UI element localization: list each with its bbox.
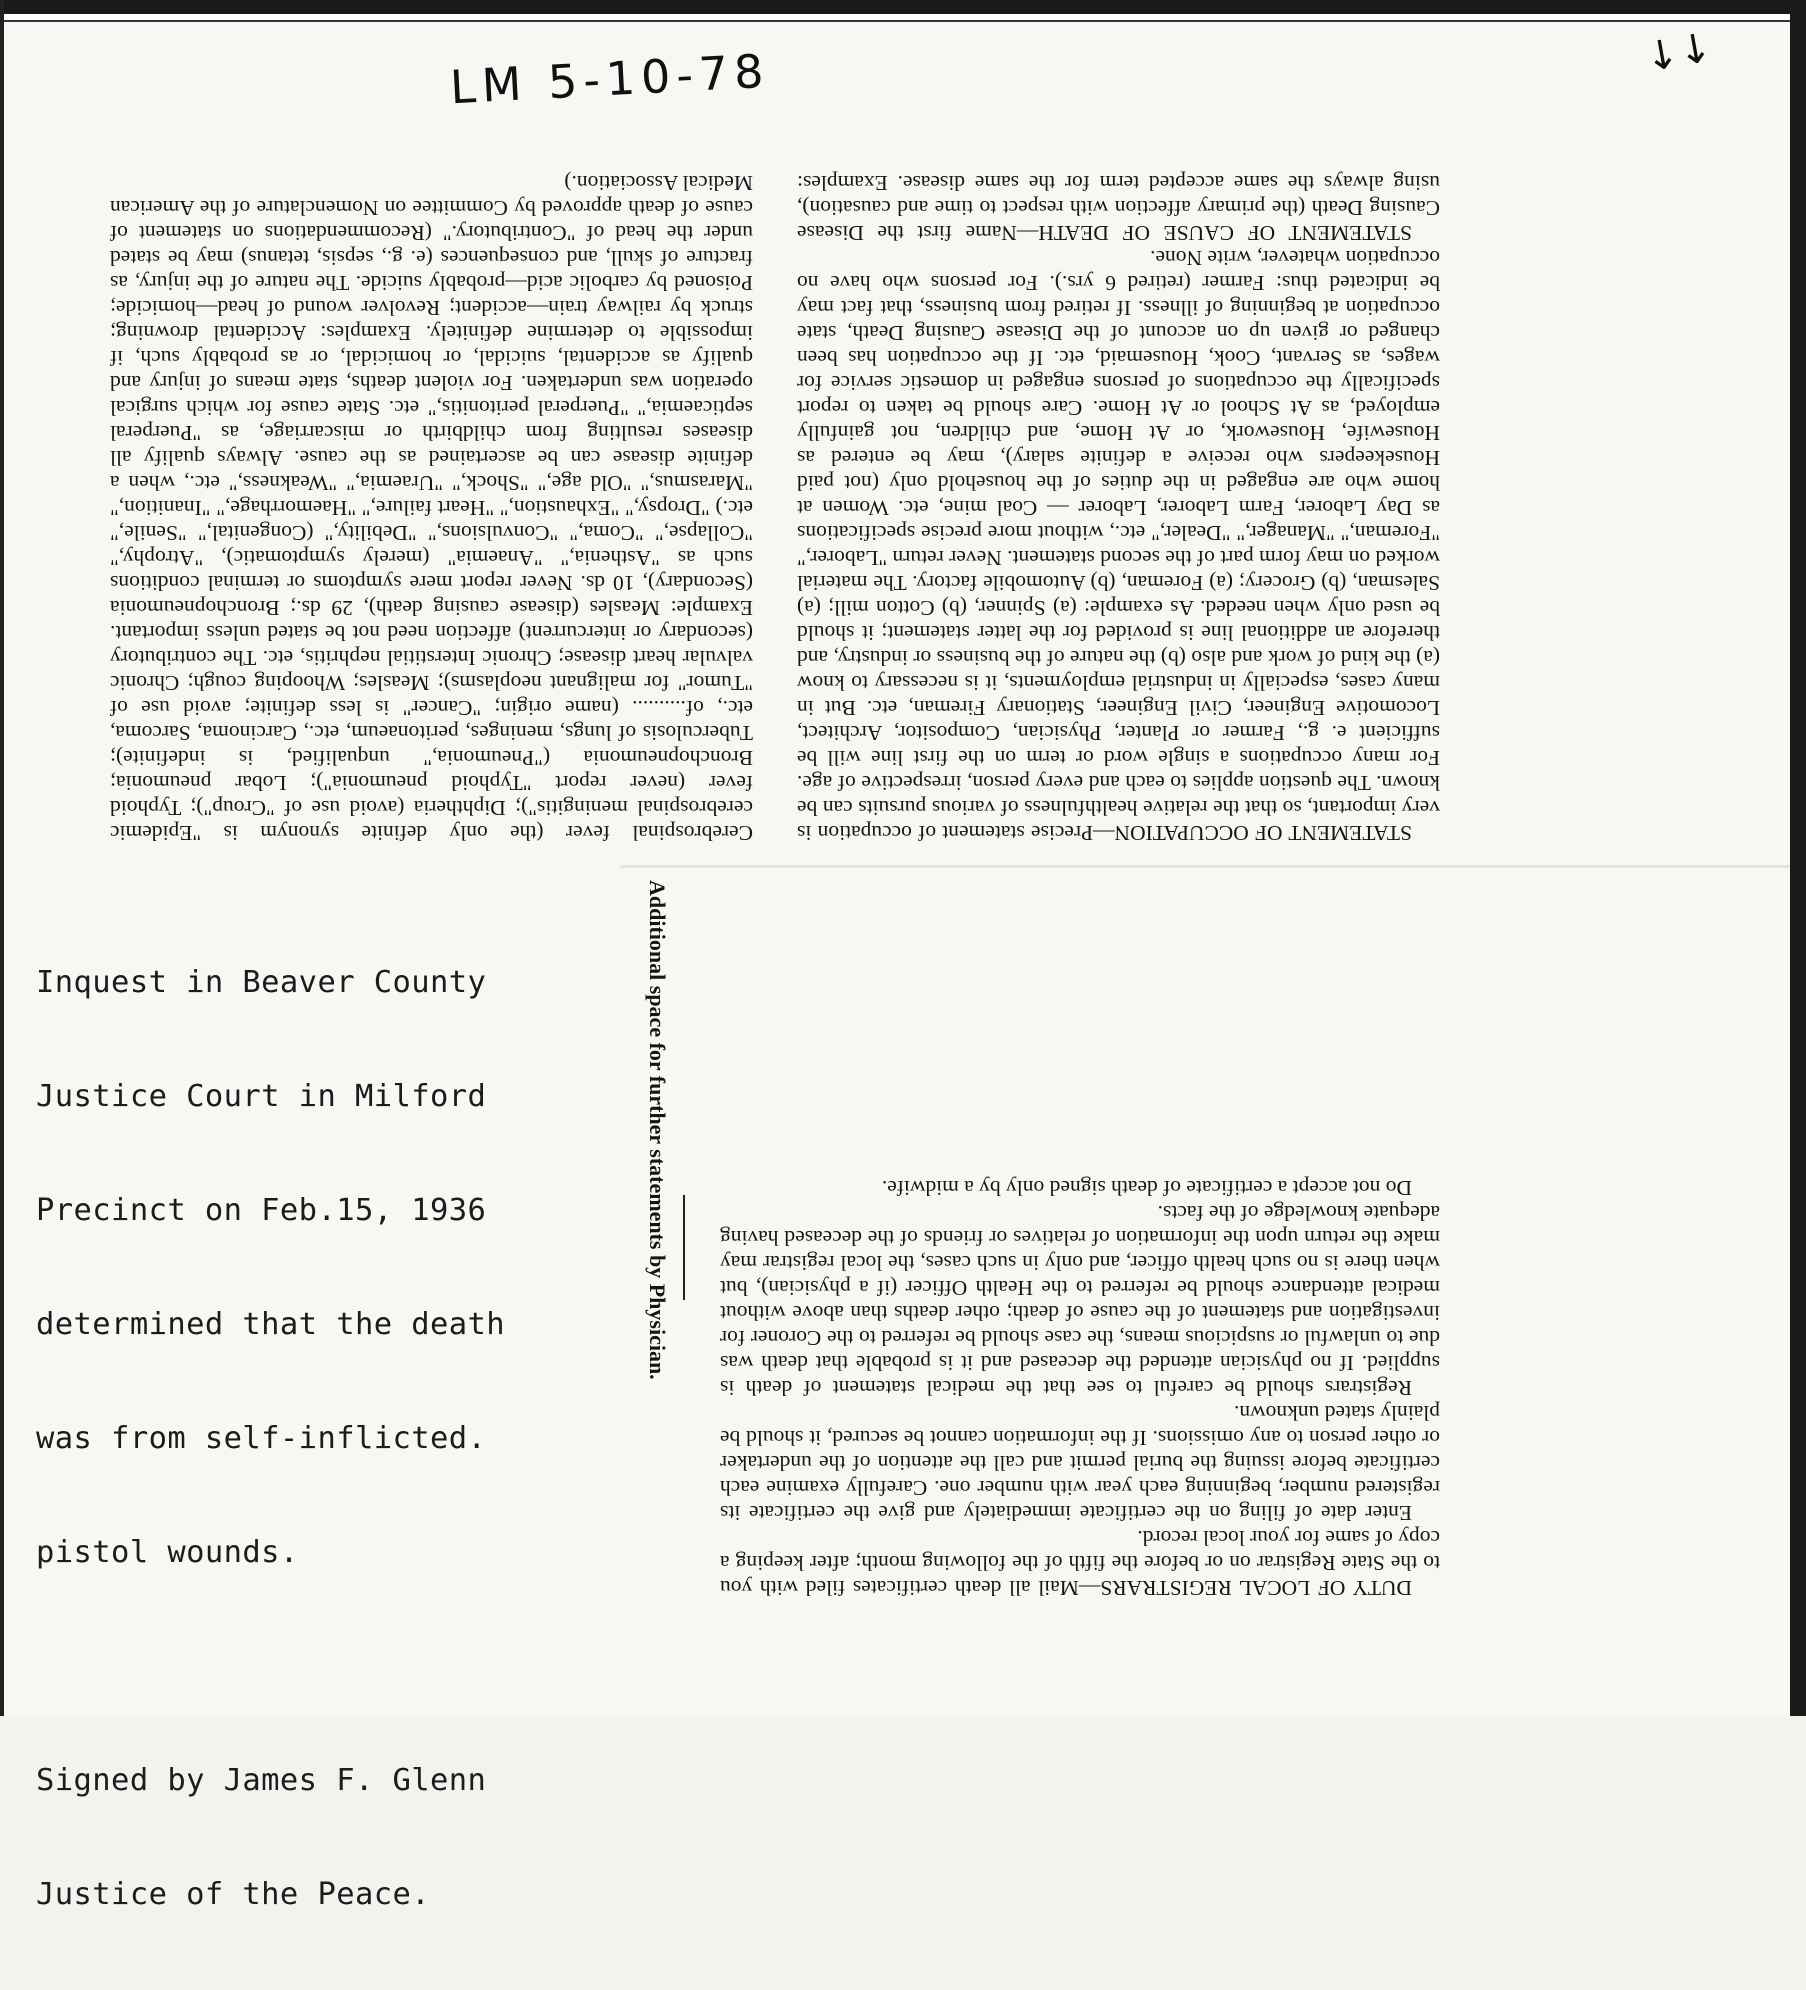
typed-line: Precinct on Feb.15, 1936 [36, 1193, 487, 1228]
typed-line: Inquest in Beaver County [36, 965, 487, 1000]
duty-paragraph-3: Registrars should be careful to see that the medical statement of death is supplied. If no physician attended the deceased and it is probable that death was due to unlawful or suspicious means, the case should be referred to the Coroner for investigation and statement of the cause of death; other deaths than above without medical attendance should be referred to the Health Officer (if a physician), but when there is no such health officer, and only in such cases, the local registrar may make the return upon the information of relatives or friends of the deceased having adequate knowledge of the facts. [720, 1201, 1440, 1400]
additional-space-label: Additional space for further statements by Physician. [645, 880, 670, 1380]
instructions-duty-of-registrars [720, 880, 1440, 1600]
handwritten-note: LM 5-10-78 [448, 43, 771, 115]
typed-line: determined that the death [36, 1307, 506, 1342]
scan-border-top [0, 0, 1806, 14]
additional-space-label-wrap [630, 880, 670, 1600]
duty-paragraph-2: Enter date of filing on the certificate immediately and give the certificate its registered number, beginning each year with number one. Carefully examine each certificate before issuing the burial permit and call the attention of the undertaker or other person to any omissions. If the information cannot be secured, it should be plainly stated unknown. [720, 1401, 1440, 1525]
typed-line: was from self-inflicted. [36, 1421, 487, 1456]
scan-border-top-inner [0, 14, 1806, 22]
fold-shadow [620, 865, 1790, 868]
typed-line: Justice Court in Milford [36, 1079, 487, 1114]
instructions-occupation-and-cause [110, 100, 1440, 845]
scan-border-right [1790, 0, 1806, 1716]
signature-title-line: Justice of the Peace. [36, 1877, 431, 1912]
typed-line: pistol wounds. [36, 1535, 299, 1570]
cause-paragraph: STATEMENT OF CAUSE OF DEATH—Name first the Disease Causing Death (the primary affection with respect to time and causation), using always the same accepted term for the same disease. Examples: Cerebrospinal fever (the only definite synonym is "Epidemic cerebrospinal meningitis"); Diphtheria (avoid use of "Croup"); Typhoid fever (never report "Typhoid pneumonia"); Lobar pneumonia; Bronchopneumonia ("Pneumonia," unqualified, is indefinite); Tuberculosis of lungs, meninges, peritonaeum, etc., Carcinoma, Sarcoma, etc., of.......... (name origin; "Cancer" is less definite; avoid use of "Tumor" for malignant neoplasms); Measles; Whooping cough; Chronic valvular heart disease; Chronic Interstitial nephritis, etc. The contributory (secondary or intercurrent) affection need not be stated unless important. Example: Measles (disease causing death), 29 ds.; Bronchopneumonia (Secondary), 10 ds. Never report mere symptoms or terminal conditions such as "Asthenia," "Anaemia" (merely symptomatic), "Atrophy," "Collapse," "Coma," "Convulsions," "Debility," (Congenital," "Senile," etc.) "Dropsy," "Exhaustion," "Heart failure," "Haemorrhage," "Inanition," "Marasmus," "Old age," "Shock," "Uraemia," "Weakness," etc., when a definite disease can be ascertained as the cause. Always qualify all diseases resulting from childbirth or miscarriage, as "Puerperal septicaemia," "Puerperal peritonitis," etc. State cause for which surgical operation was undertaken. For violent deaths, state means of injury and qualify as accidental, suicidal, or homicidal, or as probably such, if impossible to determine definitely. Examples: Accidental drowning; struck by railway train—accident; Revolver wound of head—homicide; Poisoned by carbolic acid—probably suicide. The nature of the injury, as fracture of skull, and consequences (e. g., sepsis, tetanus) may be stated under the head of "Contributory." (Recommendations on statement of cause of death approved by Committee on Nomenclature of the American Medical Association.) [110, 171, 1440, 845]
duty-paragraph-1: DUTY OF LOCAL REGISTRARS—Mail all death certificates filed with you to the State Registrar on or before the fifth of the following month; after keeping a copy of same for your local record. [720, 1526, 1440, 1600]
divider-line [683, 1195, 685, 1300]
line-gap [36, 1648, 505, 1686]
typewritten-inquest-note [36, 888, 505, 1990]
duty-paragraph-4: Do not accept a certificate of death signed only by a midwife. [881, 1176, 1412, 1200]
scan-border-left [0, 0, 4, 1716]
corner-handwritten-mark: ↓↓ [1641, 24, 1716, 82]
signature-line: Signed by James F. Glenn [36, 1763, 487, 1798]
occupation-paragraph: STATEMENT OF OCCUPATION—Precise statement of occupation is very important, so that the relative healthfulness of various pursuits can be known. The question applies to each and every person, irrespective of age. For many occupations a single word or term on the first line will be sufficient e. g., Farmer or Planter, Physician, Compositor, Architect, Locomotive Engineer, Civil Engineer, Stationary Fireman, etc. But in many cases, especially in industrial employments, it is necessary to know (a) the kind of work and also (b) the nature of the business or industry, and therefore an additional line is provided for the latter statement; it should be used only when needed. As example: (a) Spinner, (b) Cotton mill; (a) Salesman, (b) Grocery; (a) Foreman, (b) Automobile factory. The material worked on may form part of the second statement. Never return "Laborer," "Foreman," "Manager," "Dealer," etc., without more precise specifications as Day Laborer, Farm Laborer, Laborer — Coal mine, etc. Women at home who are engaged in the duties of the household only (not paid Housekeepers who receive a definite salary), may be entered as Housewife, Housework, or At Home, and children, not gainfully employed, as At School or At Home. Care should be taken to report specifically the occupations of persons engaged in domestic service for wages, as Servant, Cook, Housemaid, etc. If the occupation has been changed or given up on account of the Disease Causing Death, state occupation at beginning of illness. If retired from business, that fact may be indicated thus: Farmer (retired 6 yrs.). For persons who have no occupation whatever, write None. [797, 246, 1440, 845]
